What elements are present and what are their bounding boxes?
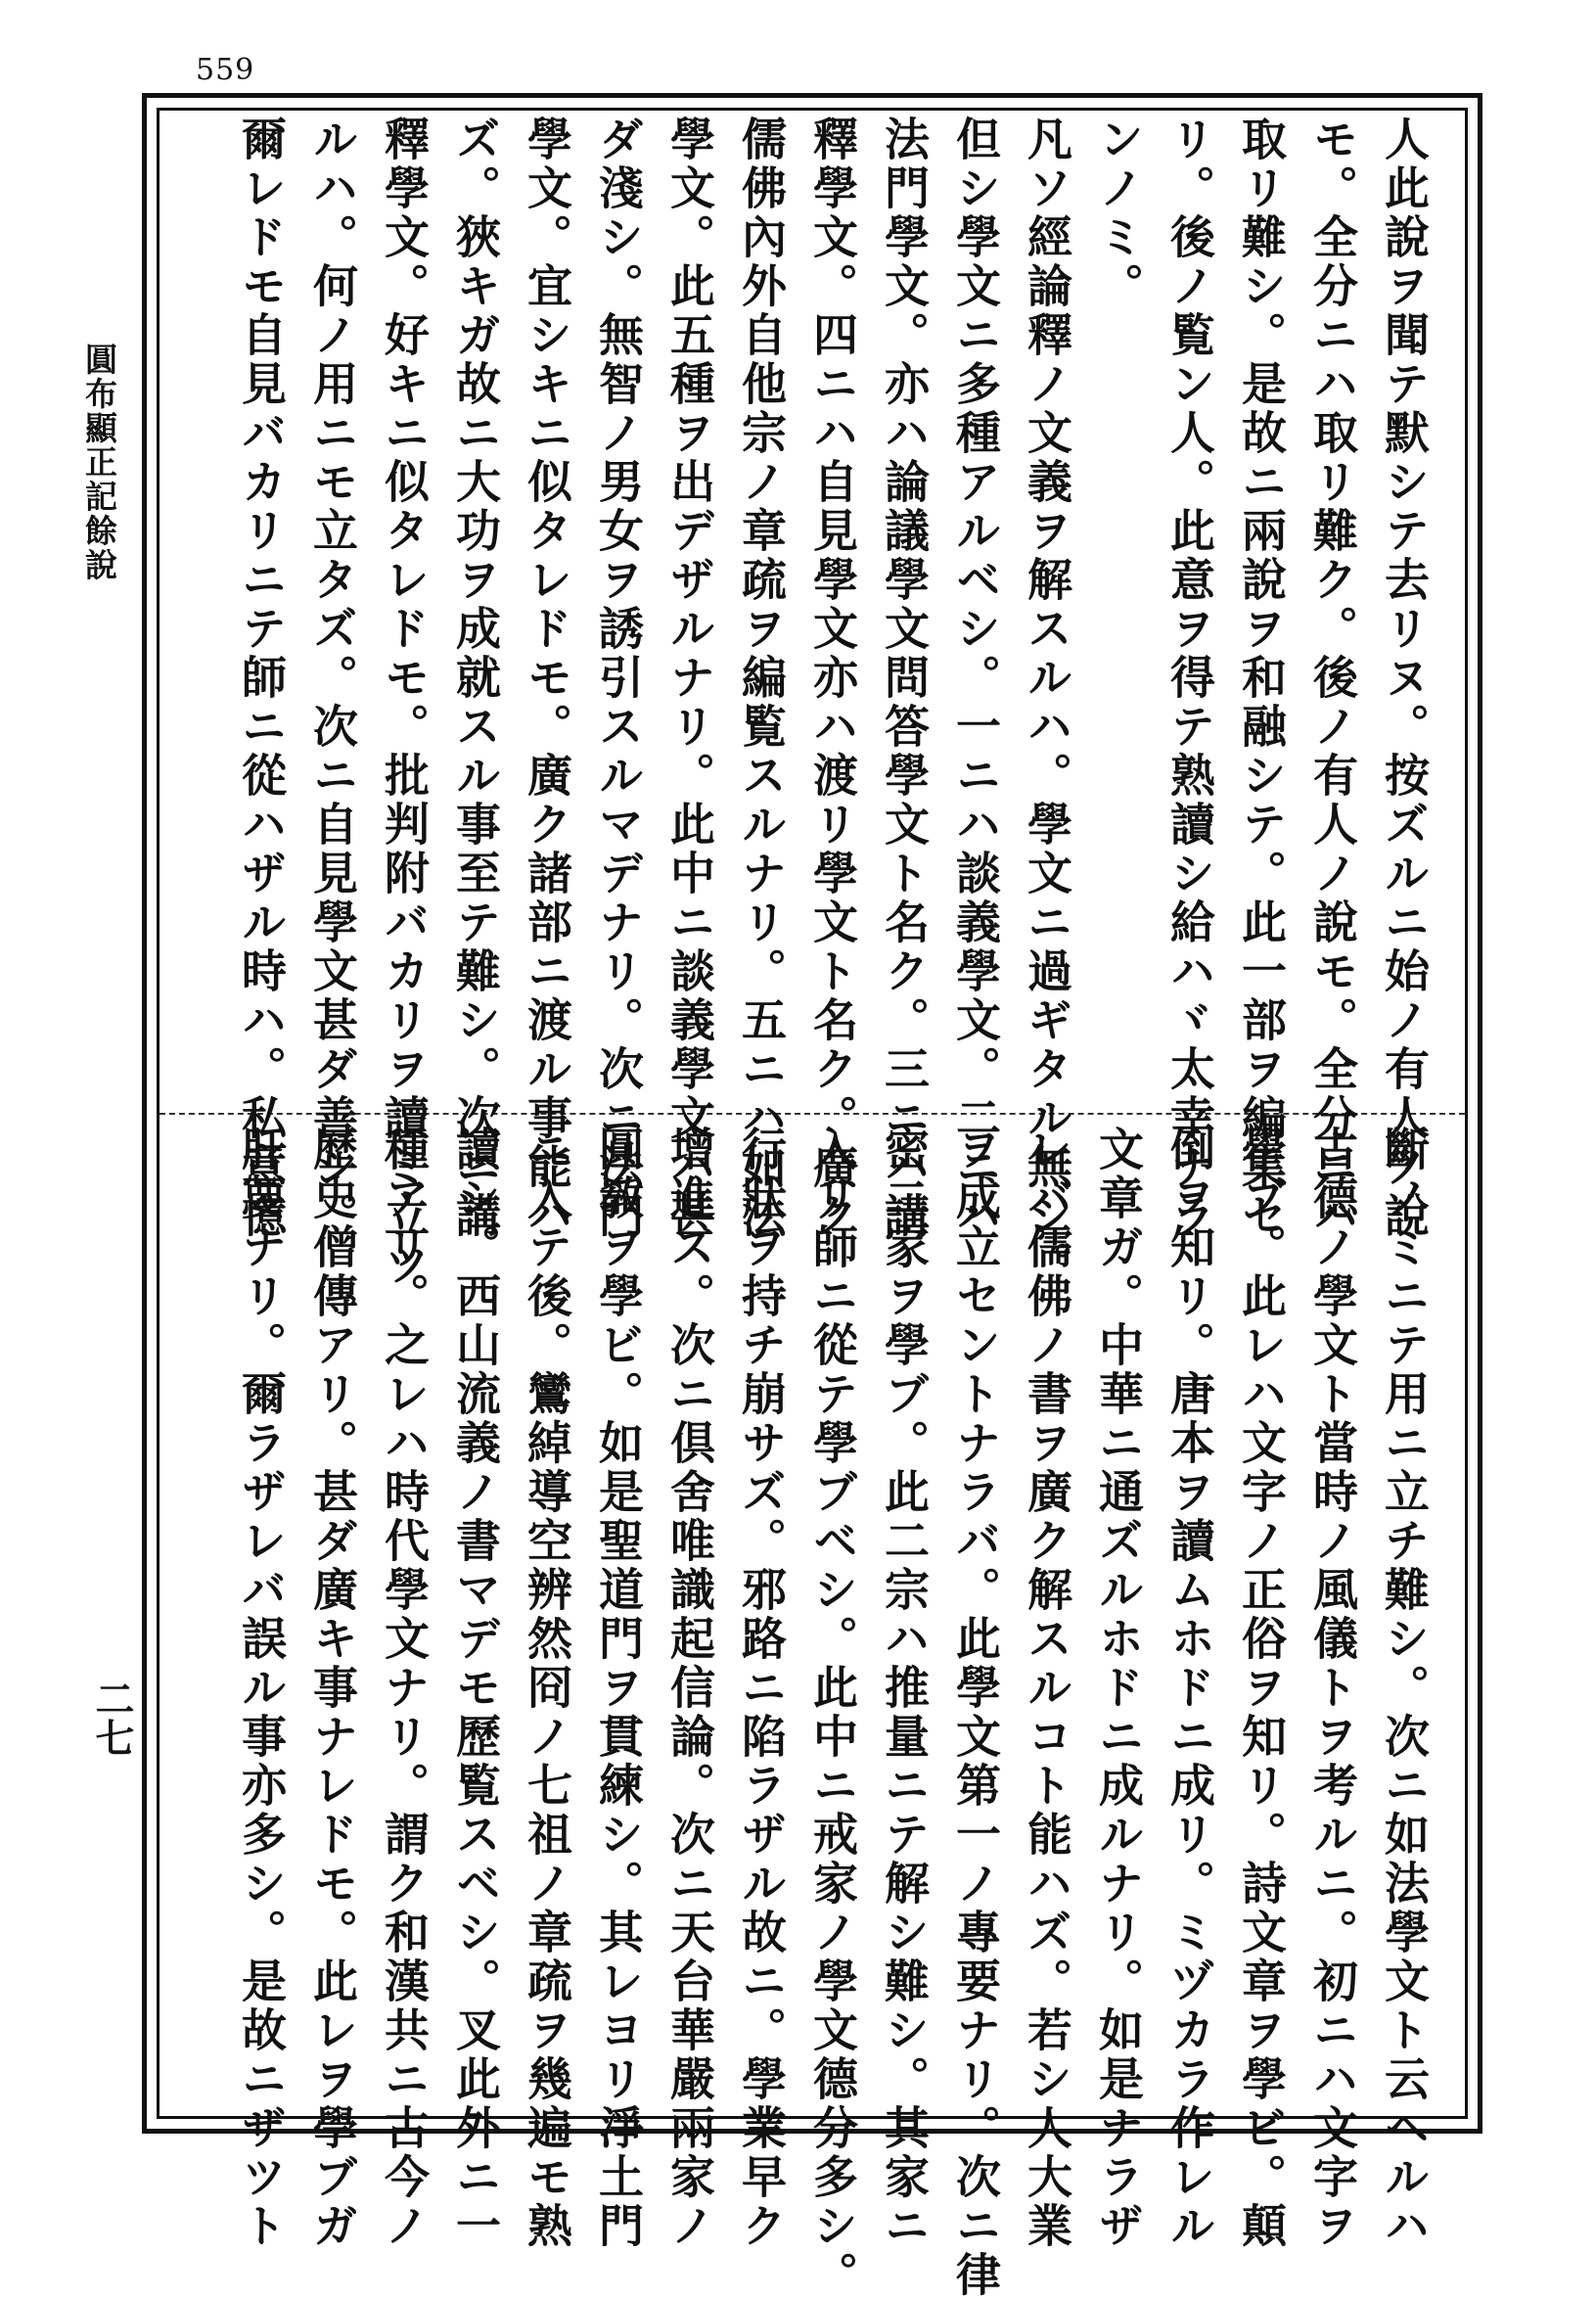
text-column: モ。全分ニハ取リ難ク。後ノ有人ノ說モ。全分ニハ xyxy=(1306,115,1359,1241)
text-column: リ。後ノ覧ン人。此意ヲ得テ熟讀シ給ハヾ太幸ナラ xyxy=(1163,115,1216,1241)
text-column: 釋學文。好キニ似タレドモ。批判附バカリヲ讀ミ立ツ xyxy=(378,115,431,1290)
folio-number: 二七 xyxy=(89,1679,135,1757)
text-column: 人此說ヲ聞テ默シテ去リヌ。按ズルニ始ノ有人ノ說 xyxy=(1378,115,1431,1241)
text-column: 歷史僧傳アリ。甚ダ廣キ事ナレドモ。此レヲ學ブガ xyxy=(306,1126,359,2251)
running-title: 圓布顯正記餘說 xyxy=(80,343,118,582)
text-column: 學文。此五種ヲ出デザルナリ。此中ニ談義學文ハ甚 xyxy=(663,115,716,1241)
page-number: 559 xyxy=(196,53,255,87)
text-column: 學ブ。此レハ文字ノ正俗ヲ知リ。詩文章ヲ學ビ。顛 xyxy=(1235,1126,1288,2251)
text-column: 但シ學文ニ多種アルベシ。一ニハ談義學文。二ニハ xyxy=(949,115,1002,1241)
text-column: 法門學文。亦ハ論議學文問答學文ト名ク。三ニハ講 xyxy=(878,115,931,1241)
text-column: 圓敎ヲ學ビ。如是聖道門ヲ貫練シ。其レヨリ淨土門 xyxy=(592,1126,645,2251)
text-column: 入リ師ニ從テ學ブベシ。此中ニ戒家ノ學文德分多シ。 xyxy=(806,1126,859,2300)
text-column: ズ。狹キガ故ニ大功ヲ成就スル事至テ難シ。次ニ講 xyxy=(449,115,502,1241)
text-column: 密二家ヲ學ブ。此二宗ハ推量ニテ解シ難シ。其家ニ xyxy=(878,1126,931,2251)
text-column: 取リ難シ。是故ニ兩說ヲ和融シテ。此一部ヲ編集セ xyxy=(1235,115,1288,1241)
text-column: 文章ガ。中華ニ通ズルホドニ成ルナリ。如是ナラザ xyxy=(1092,1126,1145,2251)
text-column: ニ入テ後。鸞綽導空辨然冏ノ七祖ノ章疏ヲ幾遍モ熟 xyxy=(521,1126,573,2251)
text-column: 古德ノ學文ト當時ノ風儀トヲ考ルニ。初ニハ文字ヲ xyxy=(1306,1126,1359,2251)
text-column: 釋學文。四ニハ自見學文亦ハ渡リ學文ト名ク。廣ク xyxy=(806,115,859,1241)
text-column: ダ淺シ。無智ノ男女ヲ誘引スルマデナリ。次ニ法門 xyxy=(592,115,645,1241)
text-column: 行狀ヲ持チ崩サズ。邪路ニ陷ラザル故ニ。學業早ク xyxy=(735,1126,788,2251)
text-column: 倒ヲ知リ。唐本ヲ讀ムホドニ成リ。ミヅカラ作レル xyxy=(1163,1126,1216,2251)
text-column: 斷ノミニテ用ニ立チ難シ。次ニ如法學文ト云ヘルハ xyxy=(1378,1126,1431,2251)
text-column: 讀シ。西山流義ノ書マデモ歷覧スベシ。叉此外ニ一 xyxy=(449,1126,502,2251)
text-column: ルハ。何ノ用ニモ立タズ。次ニ自見學文甚ダ善シ。 xyxy=(306,115,359,1241)
text-column: 儒佛內外自他宗ノ章疏ヲ編覧スルナリ。五ニハ如法 xyxy=(735,115,788,1241)
text-column: 凡ソ經論釋ノ文義ヲ解スルハ。學文ニ過ギタル無シ。 xyxy=(1021,115,1073,1290)
text-column: 肝要ナリ。爾ラザレバ誤ル事亦多シ。是故ニザツト xyxy=(235,1126,288,2251)
text-column: ンノミ。 xyxy=(1092,115,1145,311)
text-column: 種アリ。之レハ時代學文ナリ。謂ク和漢共ニ古今ノ xyxy=(378,1126,431,2251)
text-column: 增進ス。次ニ倶舍唯識起信論。次ニ天台華嚴兩家ノ xyxy=(663,1126,716,2251)
text-column: レバ儒佛ノ書ヲ廣ク解スルコト能ハズ。若シ人大業 xyxy=(1021,1126,1073,2251)
text-column: ヲ成立セントナラバ。此學文第一ノ專要ナリ。次ニ律 xyxy=(949,1126,1002,2300)
text-column: 爾レドモ自見バカリニテ師ニ從ハザル時ハ。私意憶 xyxy=(235,115,288,1241)
text-column: 學文。宜シキニ似タレドモ。廣ク諸部ニ渡ル事能ハ xyxy=(521,115,573,1241)
